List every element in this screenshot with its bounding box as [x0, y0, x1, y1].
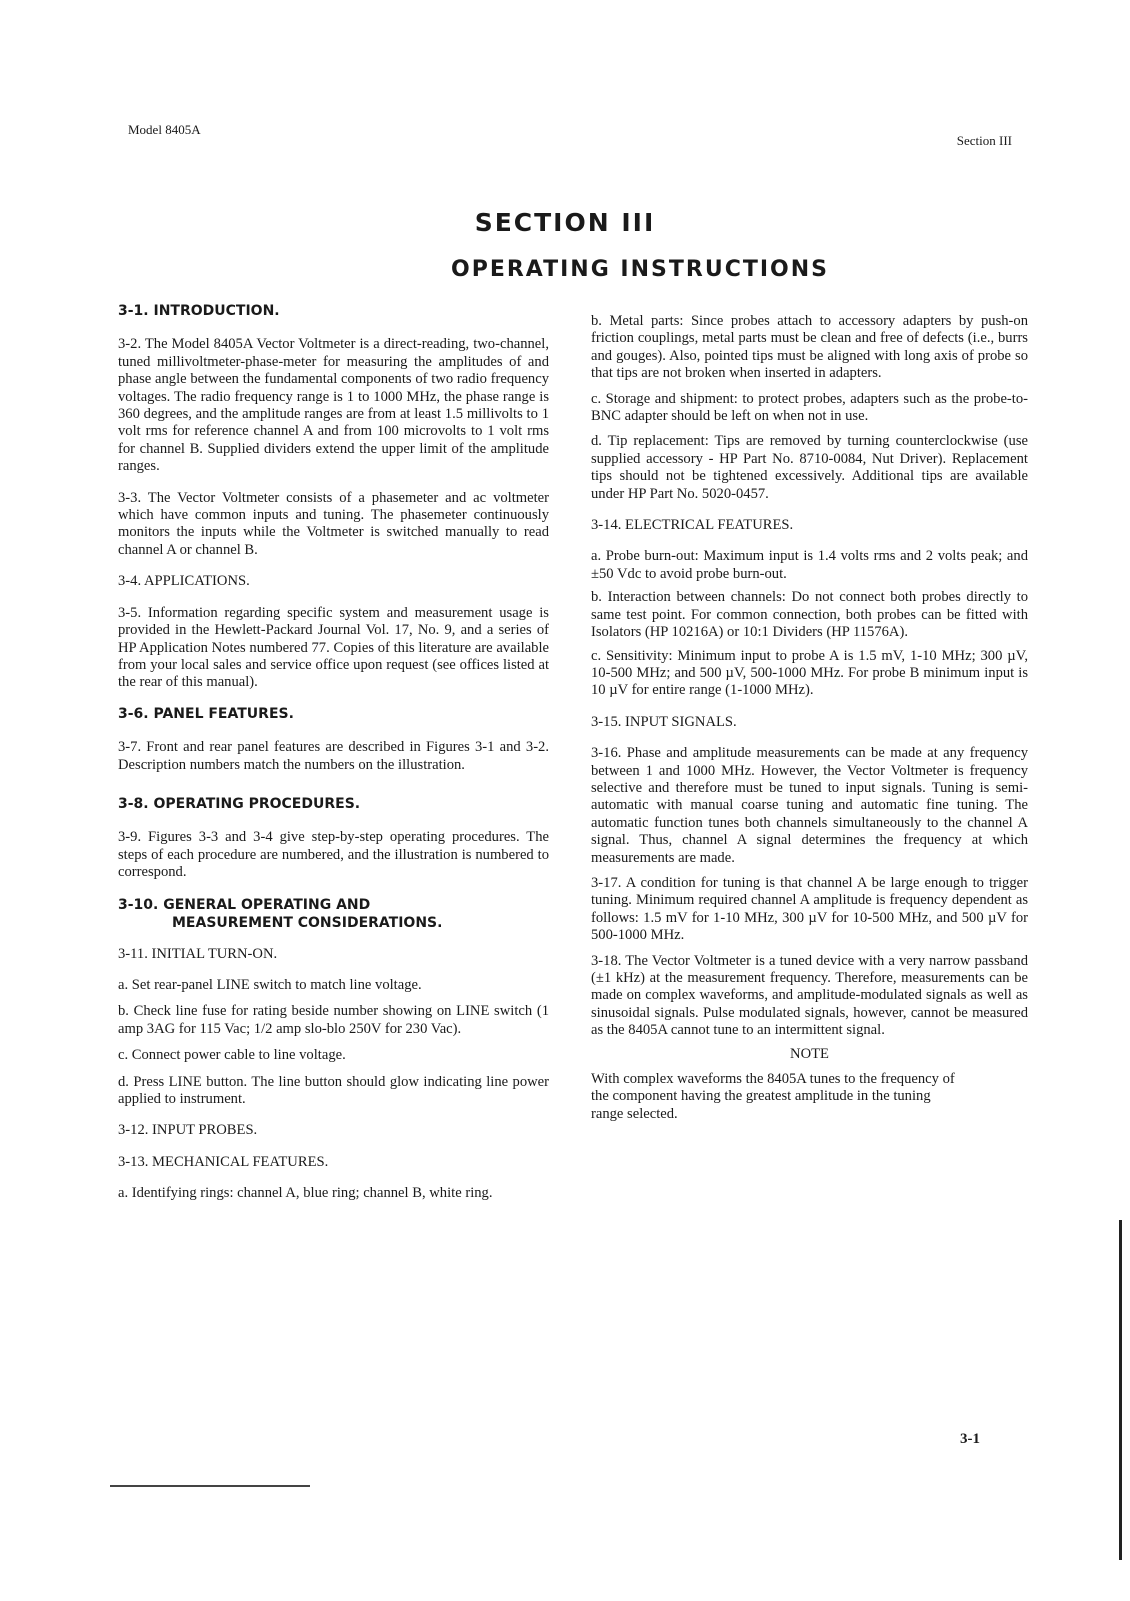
heading-initial-turn-on: 3-11. INITIAL TURN-ON. — [118, 945, 278, 962]
item-3-14a: a. Probe burn-out: Maximum input is 1.4 volts rms and 2 volts peak; and ±50 Vdc to avoid probe burn-out. — [591, 548, 1028, 582]
heading-panel-features: 3-6. PANEL FEATURES. — [118, 705, 294, 722]
heading-input-signals: 3-15. INPUT SIGNALS. — [591, 713, 737, 730]
note-title: NOTE — [790, 1045, 829, 1062]
paragraph-3-2: 3-2. The Model 8405A Vector Voltmeter is a direct-reading, two-channel, tuned millivoltmeter-phase-meter for measuring the amplitudes of and phase angle between the fundamental components of two radio frequency voltages. The radio frequency range is 1 to 1000 MHz, the phase range is 360 degrees, and the amplitude ranges are from at least 1.5 millivolts to 1 volt rms for reference channel A and from 100 microvolts to 1 volt rms for channel B. Supplied dividers extend the upper limit of the amplitude ranges. — [118, 336, 549, 475]
heading-introduction: 3-1. INTRODUCTION. — [118, 303, 280, 319]
paragraph-3-16: 3-16. Phase and amplitude measurements can be made at any frequency between 1 and 1000 MHz. However, the Vector Voltmeter is frequency selective and therefore must be tuned to input signals. Tuning is semi-automatic with manual coarse tuning and automatic fine tuning. The automatic function tunes both channels simultaneously to the channel A signal. Thus, channel A signal determines the frequency at which measurements are made. — [591, 745, 1028, 866]
section-title: SECTION III — [474, 208, 656, 237]
heading-general-considerations — [118, 896, 549, 932]
right-column — [591, 313, 1028, 1137]
paragraph-3-7: 3-7. Front and rear panel features are described in Figures 3-1 and 3-2. Description numbers match the numbers on the illustration. — [118, 739, 549, 773]
section-subtitle: OPERATING INSTRUCTIONS — [451, 257, 829, 282]
paragraph-3-3: 3-3. The Vector Voltmeter consists of a phasemeter and ac voltmeter which have common inputs and tuning. The phasemeter continuously monitors the inputs while the Voltmeter is switched manually to read channel A or channel B. — [118, 489, 549, 558]
item-3-13c: c. Storage and shipment: to protect probes, adapters such as the probe-to-BNC adapter should be left on when not in use. — [591, 390, 1028, 425]
item-3-13d: d. Tip replacement: Tips are removed by turning counterclockwise (use supplied accessory - HP Part No. 8710-0084, Nut Driver). Replacement tips should not be tightened excessively. Additional tips are available under HP Part No. 5020-0457. — [591, 433, 1028, 502]
heading-electrical-features: 3-14. ELECTRICAL FEATURES. — [591, 517, 794, 534]
scan-edge-mark — [1119, 1220, 1122, 1560]
item-3-14b: b. Interaction between channels: Do not connect both probes directly to same test point. For common connection, both probes can be fitted with Isolators (HP 10216A) or 10:1 Dividers (HP 11576A). — [591, 589, 1028, 641]
heading-applications: 3-4. APPLICATIONS. — [118, 573, 250, 590]
paragraph-3-18: 3-18. The Vector Voltmeter is a tuned device with a very narrow passband (±1 kHz) at the measurement frequency. Therefore, measurements can be made on complex waveforms, and amplitude-modulated signals as well as sinusoidal signals. Pulse modulated signals, however, cannot be measured as the 8405A cannot tune to an intermittent signal. — [591, 952, 1028, 1039]
note-body: With complex waveforms the 8405A tunes to the frequency of the component having the greatest amplitude in the tuning range selected. — [591, 1071, 955, 1122]
header-section: Section III — [956, 133, 1012, 148]
paragraph-3-5: 3-5. Information regarding specific system and measurement usage is provided in the Hewlett-Packard Journal Vol. 17, No. 9, and a series of HP Application Notes numbered 77. Copies of this literature are available from your local sales and service office upon request (see offices listed at the rear of this manual). — [118, 604, 549, 691]
heading-general-line-2: MEASUREMENT CONSIDERATIONS. — [172, 914, 443, 931]
item-3-11c: c. Connect power cable to line voltage. — [118, 1047, 346, 1064]
heading-general-line-1: 3-10. GENERAL OPERATING AND — [118, 896, 371, 913]
heading-operating-procedures: 3-8. OPERATING PROCEDURES. — [118, 795, 361, 812]
paragraph-3-9: 3-9. Figures 3-3 and 3-4 give step-by-step operating procedures. The steps of each procedure are numbered, and the illustration is numbered to correspond. — [118, 829, 549, 881]
page-number: 3-1 — [960, 1431, 980, 1447]
left-column — [118, 303, 549, 1217]
heading-mechanical-features: 3-13. MECHANICAL FEATURES. — [118, 1153, 329, 1170]
heading-input-probes: 3-12. INPUT PROBES. — [118, 1122, 258, 1139]
item-3-11a: a. Set rear-panel LINE switch to match line voltage. — [118, 976, 422, 993]
item-3-14c: c. Sensitivity: Minimum input to probe A is 1.5 mV, 1-10 MHz; 300 µV, 10-500 MHz; and 500 µV, 500-1000 MHz. For probe B minimum input is 10 µV for entire range (1-1000 MHz). — [591, 647, 1028, 699]
item-3-11d: d. Press LINE button. The line button should glow indicating line power applied to instrument. — [118, 1073, 549, 1107]
paragraph-3-17: 3-17. A condition for tuning is that channel A be large enough to trigger tuning. Minimum required channel A amplitude is frequency dependent as follows: 1.5 mV for 1-10 MHz, 300 µV for 10-500 MHz, and 500 µV for 500-1000 MHz. — [591, 874, 1028, 944]
item-3-13b: b. Metal parts: Since probes attach to accessory adapters by push-on friction couplings, metal parts must be clean and free of defects (i.e., burrs and gouges). Also, pointed tips must be aligned with long axis of probe so that tips are not broken when inserted in adapters. — [591, 313, 1028, 382]
item-3-13a: a. Identifying rings: channel A, blue ring; channel B, white ring. — [118, 1185, 493, 1202]
item-3-11b: b. Check line fuse for rating beside number showing on LINE switch (1 amp 3AG for 115 Vac; 1/2 amp slo-blo 250V for 230 Vac). — [118, 1003, 549, 1037]
header-model: Model 8405A — [128, 122, 201, 137]
footer-rule — [110, 1485, 310, 1487]
